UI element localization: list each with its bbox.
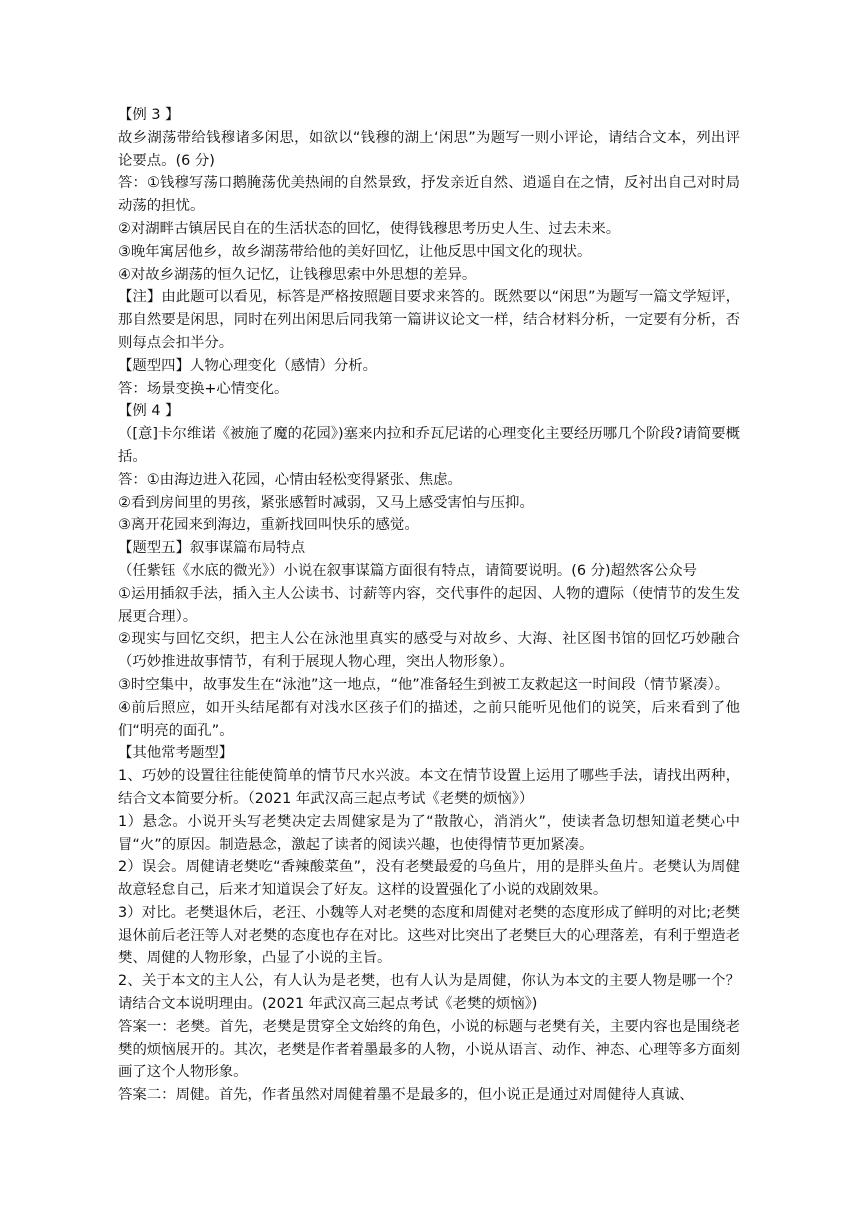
example-3-answer-3: ③晚年寓居他乡，故乡湖荡带给他的美好回忆，让他反思中国文化的现状。 xyxy=(118,243,592,260)
other-types-heading: 【其他常考题型】 xyxy=(118,745,234,762)
example-3-heading: 【例 3 】 xyxy=(118,107,180,123)
other-answer-1-2: 2）误会。周健请老樊吃“香辣酸菜鱼”，没有老樊最爱的乌鱼片，用的是胖头鱼片。老樊认为周健故意轻怠自己，后来才知道误会了好友。这样的设置强化了小说的戏剧效果。 xyxy=(118,859,740,899)
question-type-5-question: （任紫钰《水底的微光》）小说在叙事谋篇方面很有特点，请简要说明。(6 分)超然客公众号 xyxy=(118,562,697,579)
example-4-question: （[意]卡尔维诺《被施了魔的花园》)塞来内拉和乔瓦尼诺的心理变化主要经历哪几个阶段?请简要概括。 xyxy=(118,426,740,465)
question-type-5-heading: 【题型五】叙事谋篇布局特点 xyxy=(118,540,306,557)
other-question-2: 2、关于本文的主人公，有人认为是老樊，也有人认为是周健，你认为本文的主要人物是哪一个？请结合文本说明理由。(2021 年武汉高三起点考试《老樊的烦恼》) xyxy=(118,973,740,1013)
question-type-4-heading: 【题型四】人物心理变化（感情）分析。 xyxy=(118,357,378,374)
note-paragraph: 【注】由此题可以看见，标答是严格按照题目要求来答的。既然要以“闲思”为题写一篇文学短评，那自然要是闲思，同时在列出闲思后同我第一篇讲议论文一样，结合材料分析，一定要有分析，否则每点会扣半分。 xyxy=(118,289,740,351)
question-type-5-answer-2: ②现实与回忆交织，把主人公在泳池里真实的感受与对故乡、大海、社区图书馆的回忆巧妙融合（巧妙推进故事情节，有利于展现人物心理，突出人物形象）。 xyxy=(118,631,740,671)
example-4-answer-3: ③离开花园来到海边，重新找回叫快乐的感觉。 xyxy=(118,517,419,534)
question-type-4-answer: 答：场景变换+心情变化。 xyxy=(118,380,289,397)
document-body xyxy=(118,104,740,1107)
question-type-5-answer-4: ④前后照应，如开头结尾都有对浅水区孩子们的描述，之前只能听见他们的说笑，后来看到了他们“明亮的面孔”。 xyxy=(118,699,740,739)
other-question-1: 1、巧妙的设置往往能使简单的情节尺水兴波。本文在情节设置上运用了哪些手法，请找出两种，结合文本简要分析。（2021 年武汉高三起点考试《老樊的烦恼》） xyxy=(118,768,740,807)
example-4-heading: 【例 4 】 xyxy=(118,403,180,420)
example-3-question: 故乡湖荡带给钱穆诸多闲思，如欲以“钱穆的湖上‘闲思”为题写一则小评论，请结合文本，列出评论要点。(6 分) xyxy=(118,129,740,169)
other-answer-2-2: 答案二：周健。首先，作者虽然对周健着墨不是最多的，但小说正是通过对周健待人真诚、 xyxy=(118,1087,694,1104)
other-answer-1-1: 1）悬念。小说开头写老樊决定去周健家是为了“散散心，消消火”，使读者急切想知道老樊心中冒“火”的原因。制造悬念，激起了读者的阅读兴趣，也使得情节更加紧凑。 xyxy=(118,813,740,853)
question-type-5-answer-1: ①运用插叙手法，插入主人公读书、讨薪等内容，交代事件的起因、人物的遭际（使情节的发生发展更合理）。 xyxy=(118,585,740,625)
question-type-5-answer-3: ③时空集中，故事发生在“泳池”这一地点，“他”准备轻生到被工友救起这一时间段（情节紧凑）。 xyxy=(118,676,730,693)
example-3-answer-1: 答：①钱穆写荡口鹅腌荡优美热闹的自然景致，抒发亲近自然、逍遥自在之情，反衬出自己对时局动荡的担忧。 xyxy=(118,175,740,215)
example-3-answer-2: ②对湖畔古镇居民自在的生活状态的回忆，使得钱穆思考历史人生、过去未来。 xyxy=(118,220,621,237)
other-answer-2-1: 答案一：老樊。首先，老樊是贯穿全文始终的角色，小说的标题与老樊有关，主要内容也是围绕老樊的烦恼展开的。其次，老樊是作者着墨最多的人物，小说从语言、动作、神态、心理等多方面刻画了这个人物形象。 xyxy=(118,1018,740,1081)
example-4-answer-1: 答：①由海边进入花园，心情由轻松变得紧张、焦虑。 xyxy=(118,471,462,488)
example-4-answer-2: ②看到房间里的男孩，紧张感暂时减弱，又马上感受害怕与压抑。 xyxy=(118,494,534,511)
example-3-answer-4: ④对故乡湖荡的恒久记忆，让钱穆思索中外思想的差异。 xyxy=(118,266,477,283)
other-answer-1-3: 3）对比。老樊退休后，老汪、小魏等人对老樊的态度和周健对老樊的态度形成了鲜明的对比;老樊退休前后老汪等人对老樊的态度也存在对比。这些对比突出了老樊巨大的心理落差，有利于塑造老樊、周健的人物形象，凸显了小说的主旨。 xyxy=(118,904,740,967)
